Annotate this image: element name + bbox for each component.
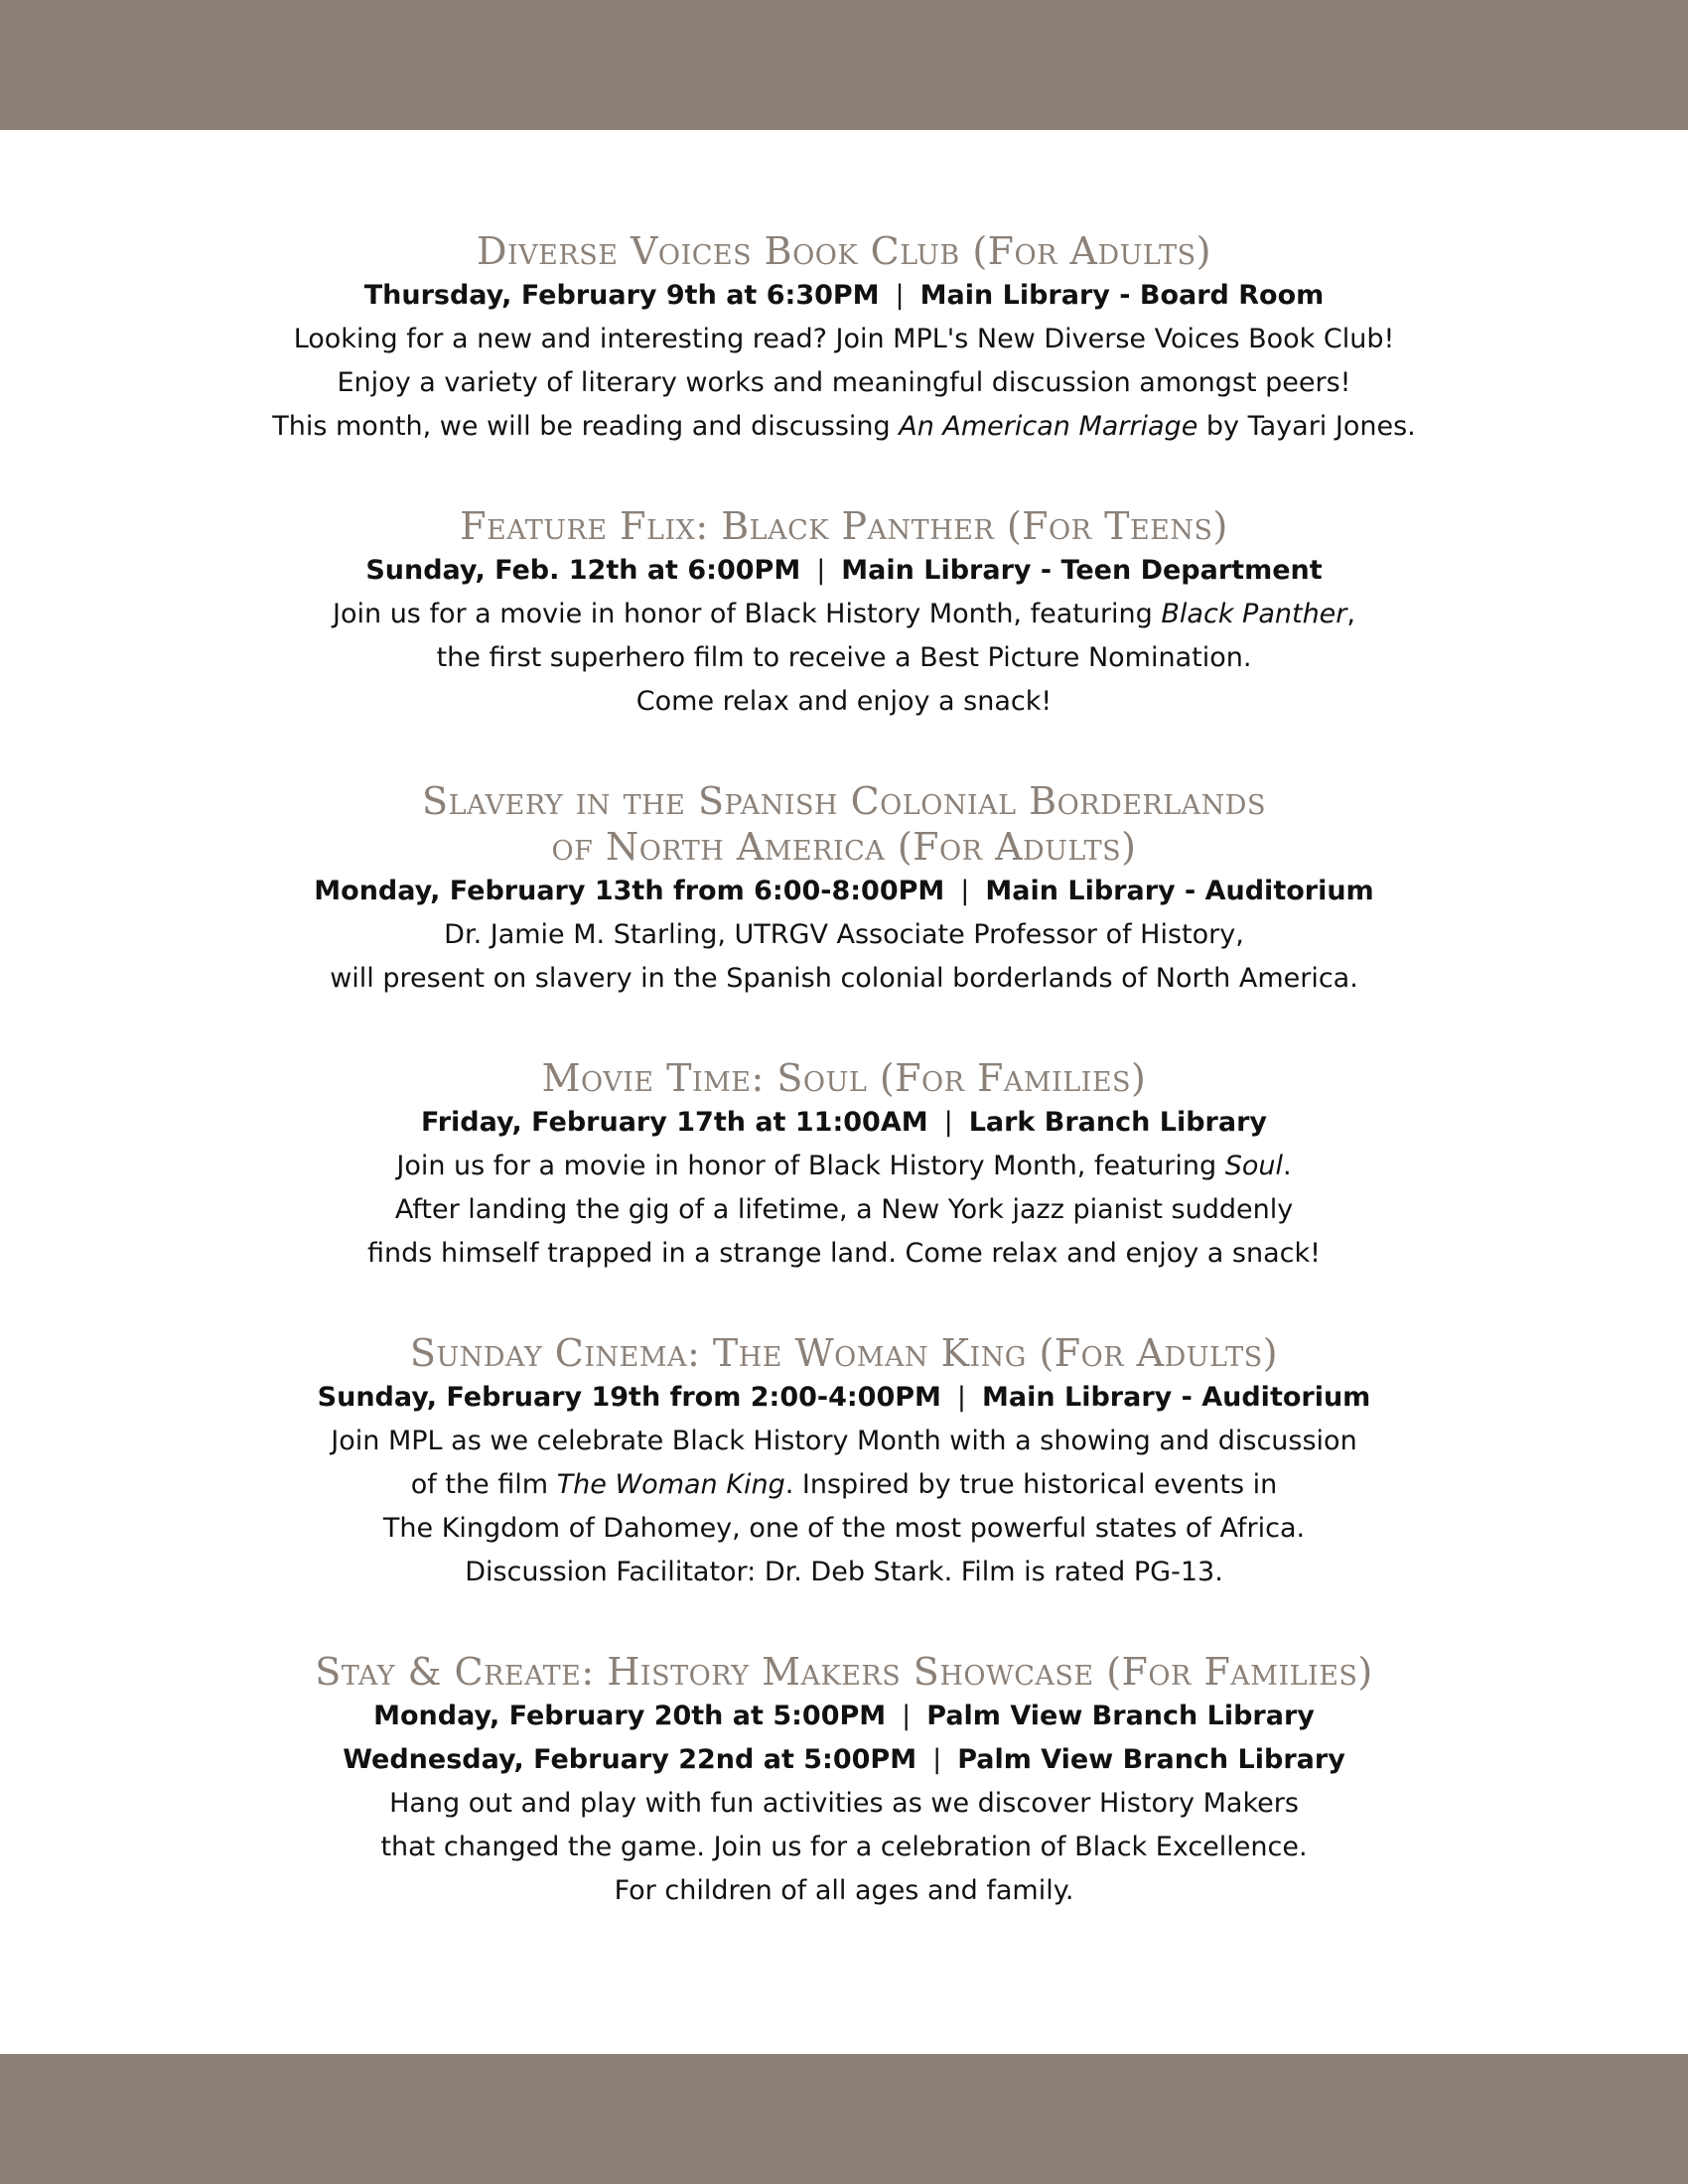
- event-description-line: [149, 1782, 1539, 1826]
- event-schedule: [149, 1695, 1539, 1738]
- separator: |: [932, 1744, 942, 1775]
- bottom-band: [0, 2054, 1688, 2184]
- event-description-line: [149, 957, 1539, 1001]
- event-date-time: Monday, February 13th from 6:00-8:00PM: [314, 876, 945, 906]
- event-location: Main Library - Auditorium: [982, 1382, 1371, 1413]
- event-title: Sunday Cinema: The Woman King (For Adults): [409, 1331, 1279, 1375]
- description-text: Join us for a movie in honor of Black History Month, featuring: [333, 599, 1162, 629]
- description-text: After landing the gig of a lifetime, a New York jazz pianist suddenly: [394, 1194, 1294, 1225]
- event-schedule: [149, 1101, 1539, 1145]
- description-text: This month, we will be reading and discussing: [272, 411, 900, 442]
- description-text: of the film: [410, 1469, 557, 1500]
- event-title: Movie Time: Soul (For Families): [541, 1056, 1147, 1100]
- event-schedule: [149, 274, 1539, 318]
- event-description-line: [149, 405, 1539, 449]
- event-5: [149, 1330, 1539, 1594]
- separator: |: [956, 1382, 967, 1413]
- event-description-line: [149, 1232, 1539, 1276]
- description-text: . Inspired by true historical events in: [784, 1469, 1278, 1500]
- event-date-time: Friday, February 17th at 11:00AM: [421, 1107, 928, 1138]
- event-title: Slavery in the Spanish Colonial Borderlands: [422, 779, 1266, 823]
- event-description-line: [149, 1463, 1539, 1507]
- description-text: Discussion Facilitator: Dr. Deb Stark. Film is rated PG-13.: [465, 1557, 1223, 1587]
- event-date-time: Monday, February 20th at 5:00PM: [373, 1701, 887, 1731]
- description-text: will present on slavery in the Spanish colonial borderlands of North America.: [330, 963, 1358, 994]
- separator: |: [816, 555, 826, 586]
- event-location: Main Library - Board Room: [919, 280, 1325, 311]
- separator: |: [902, 1701, 912, 1731]
- separator: |: [943, 1107, 953, 1138]
- description-text: Looking for a new and interesting read? Join MPL's New Diverse Voices Book Club!: [293, 324, 1395, 354]
- description-text: For children of all ages and family.: [614, 1875, 1074, 1906]
- description-text: .: [1283, 1151, 1292, 1181]
- description-text: ,: [1346, 599, 1355, 629]
- separator: |: [895, 280, 905, 311]
- work-title: Soul: [1224, 1151, 1284, 1181]
- event-1: [149, 228, 1539, 449]
- work-title: The Woman King: [556, 1469, 785, 1500]
- work-title: Black Panther: [1161, 599, 1347, 629]
- event-3: [149, 778, 1539, 1001]
- work-title: An American Marriage: [899, 411, 1198, 442]
- event-schedule: [149, 1738, 1539, 1782]
- event-description-line: [149, 318, 1539, 361]
- description-text: by Tayari Jones.: [1197, 411, 1416, 442]
- event-schedule: [149, 870, 1539, 913]
- description-text: Dr. Jamie M. Starling, UTRGV Associate Professor of History,: [444, 919, 1244, 950]
- event-location: Main Library - Teen Department: [841, 555, 1323, 586]
- description-text: Enjoy a variety of literary works and meaningful discussion amongst peers!: [337, 367, 1351, 398]
- event-list: [149, 228, 1539, 1968]
- event-description-line: [149, 1826, 1539, 1869]
- event-description-line: [149, 1188, 1539, 1232]
- event-title: Feature Flix: Black Panther (For Teens): [460, 504, 1228, 548]
- event-location: Palm View Branch Library: [957, 1744, 1345, 1775]
- event-description-line: [149, 1420, 1539, 1463]
- description-text: Hang out and play with fun activities as we discover History Makers: [389, 1788, 1299, 1819]
- event-schedule: [149, 1376, 1539, 1420]
- description-text: Join us for a movie in honor of Black History Month, featuring: [396, 1151, 1225, 1181]
- event-title: Diverse Voices Book Club (For Adults): [477, 229, 1211, 273]
- event-location: Lark Branch Library: [968, 1107, 1267, 1138]
- event-2: [149, 503, 1539, 724]
- event-6: [149, 1649, 1539, 1913]
- event-description-line: [149, 1551, 1539, 1594]
- event-title: Stay & Create: History Makers Showcase (For Families): [315, 1650, 1373, 1694]
- event-description-line: [149, 913, 1539, 957]
- description-text: Come relax and enjoy a snack!: [635, 686, 1053, 717]
- event-description-line: [149, 361, 1539, 405]
- description-text: the first superhero film to receive a Best Picture Nomination.: [436, 642, 1252, 673]
- event-date-time: Sunday, Feb. 12th at 6:00PM: [365, 555, 801, 586]
- event-title: of North America (For Adults): [551, 825, 1137, 869]
- event-date-time: Sunday, February 19th from 2:00-4:00PM: [317, 1382, 941, 1413]
- description-text: The Kingdom of Dahomey, one of the most powerful states of Africa.: [382, 1513, 1306, 1544]
- description-text: finds himself trapped in a strange land. Come relax and enjoy a snack!: [367, 1238, 1321, 1269]
- event-description-line: [149, 680, 1539, 724]
- event-description-line: [149, 1145, 1539, 1188]
- description-text: Join MPL as we celebrate Black History Month with a showing and discussion: [331, 1426, 1357, 1456]
- top-band: [0, 0, 1688, 130]
- description-text: that changed the game. Join us for a celebration of Black Excellence.: [380, 1832, 1308, 1862]
- event-description-line: [149, 1507, 1539, 1551]
- event-description-line: [149, 1869, 1539, 1913]
- event-date-time: Thursday, February 9th at 6:30PM: [363, 280, 880, 311]
- event-4: [149, 1055, 1539, 1276]
- separator: |: [960, 876, 970, 906]
- event-location: Palm View Branch Library: [926, 1701, 1315, 1731]
- event-schedule: [149, 549, 1539, 593]
- event-description-line: [149, 593, 1539, 636]
- event-date-time: Wednesday, February 22nd at 5:00PM: [343, 1744, 917, 1775]
- event-location: Main Library - Auditorium: [985, 876, 1374, 906]
- event-description-line: [149, 636, 1539, 680]
